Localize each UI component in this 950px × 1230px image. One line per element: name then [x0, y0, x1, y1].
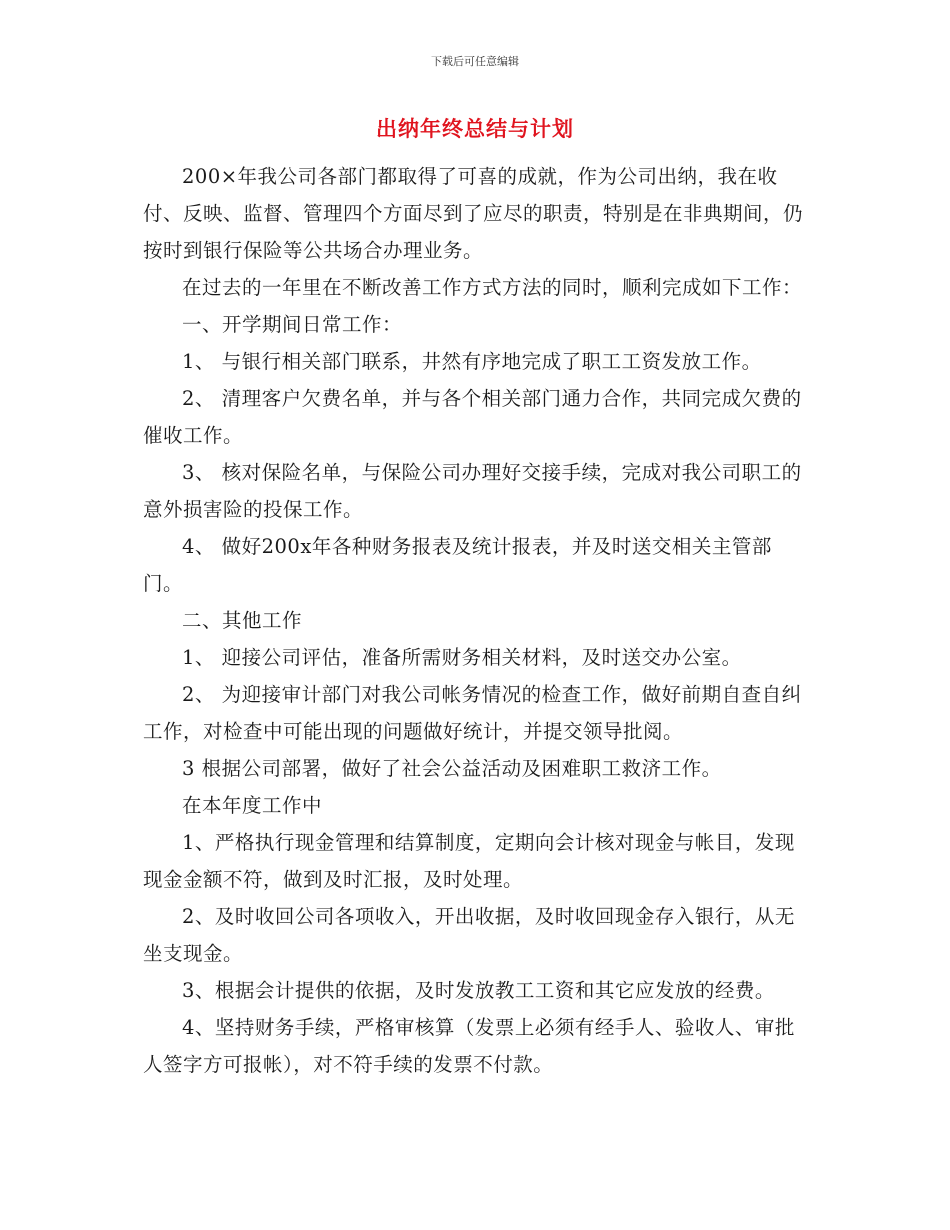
list-item: 4、 做好200x年各种财务报表及统计报表，并及时送交相关主管部门。 [143, 535, 772, 595]
section-heading-daily-work: 一、开学期间日常工作： [182, 313, 403, 336]
document-body [143, 158, 811, 1083]
list-item: 3、根据会计提供的依据，及时发放教工工资和其它应发放的经费。 [182, 979, 775, 1002]
document-title: 出纳年终总结与计划 [376, 116, 574, 141]
section-heading-annual-work: 在本年度工作中 [182, 794, 323, 817]
list-item: 2、 清理客户欠费名单，并与各个相关部门通力合作，共同完成欠费的催收工作。 [143, 387, 802, 447]
section-heading-other-work: 二、其他工作 [182, 609, 303, 632]
list-item: 1、 与银行相关部门联系，井然有序地完成了职工工资发放工作。 [182, 350, 762, 373]
list-item: 2、 为迎接审计部门对我公司帐务情况的检查工作，做好前期自查自纠工作，对检查中可能出现的问题做好统计，并提交领导批阅。 [143, 683, 802, 743]
list-item: 2、及时收回公司各项收入，开出收据，及时收回现金存入银行，从无坐支现金。 [143, 905, 795, 965]
page-header-note: 下载后可任意编辑 [431, 55, 519, 68]
list-item: 4、坚持财务手续，严格审核算（发票上必须有经手人、验收人、审批人签字方可报帐），对不符手续的发票不付款。 [143, 1016, 795, 1076]
paragraph-overview: 在过去的一年里在不断改善工作方式方法的同时，顺利完成如下工作： [182, 276, 803, 299]
list-item: 1、严格执行现金管理和结算制度，定期向会计核对现金与帐目，发现现金金额不符，做到及时汇报，及时处理。 [143, 831, 795, 891]
list-item: 3、 核对保险名单，与保险公司办理好交接手续，完成对我公司职工的意外损害险的投保工作。 [143, 461, 802, 521]
list-item: 3 根据公司部署，做好了社会公益活动及困难职工救济工作。 [182, 757, 722, 780]
paragraph-intro: 200×年我公司各部门都取得了可喜的成就，作为公司出纳，我在收付、反映、监督、管理四个方面尽到了应尽的职责，特别是在非典期间，仍按时到银行保险等公共场合办理业务。 [143, 165, 804, 262]
list-item: 1、 迎接公司评估，准备所需财务相关材料，及时送交办公室。 [182, 646, 742, 669]
